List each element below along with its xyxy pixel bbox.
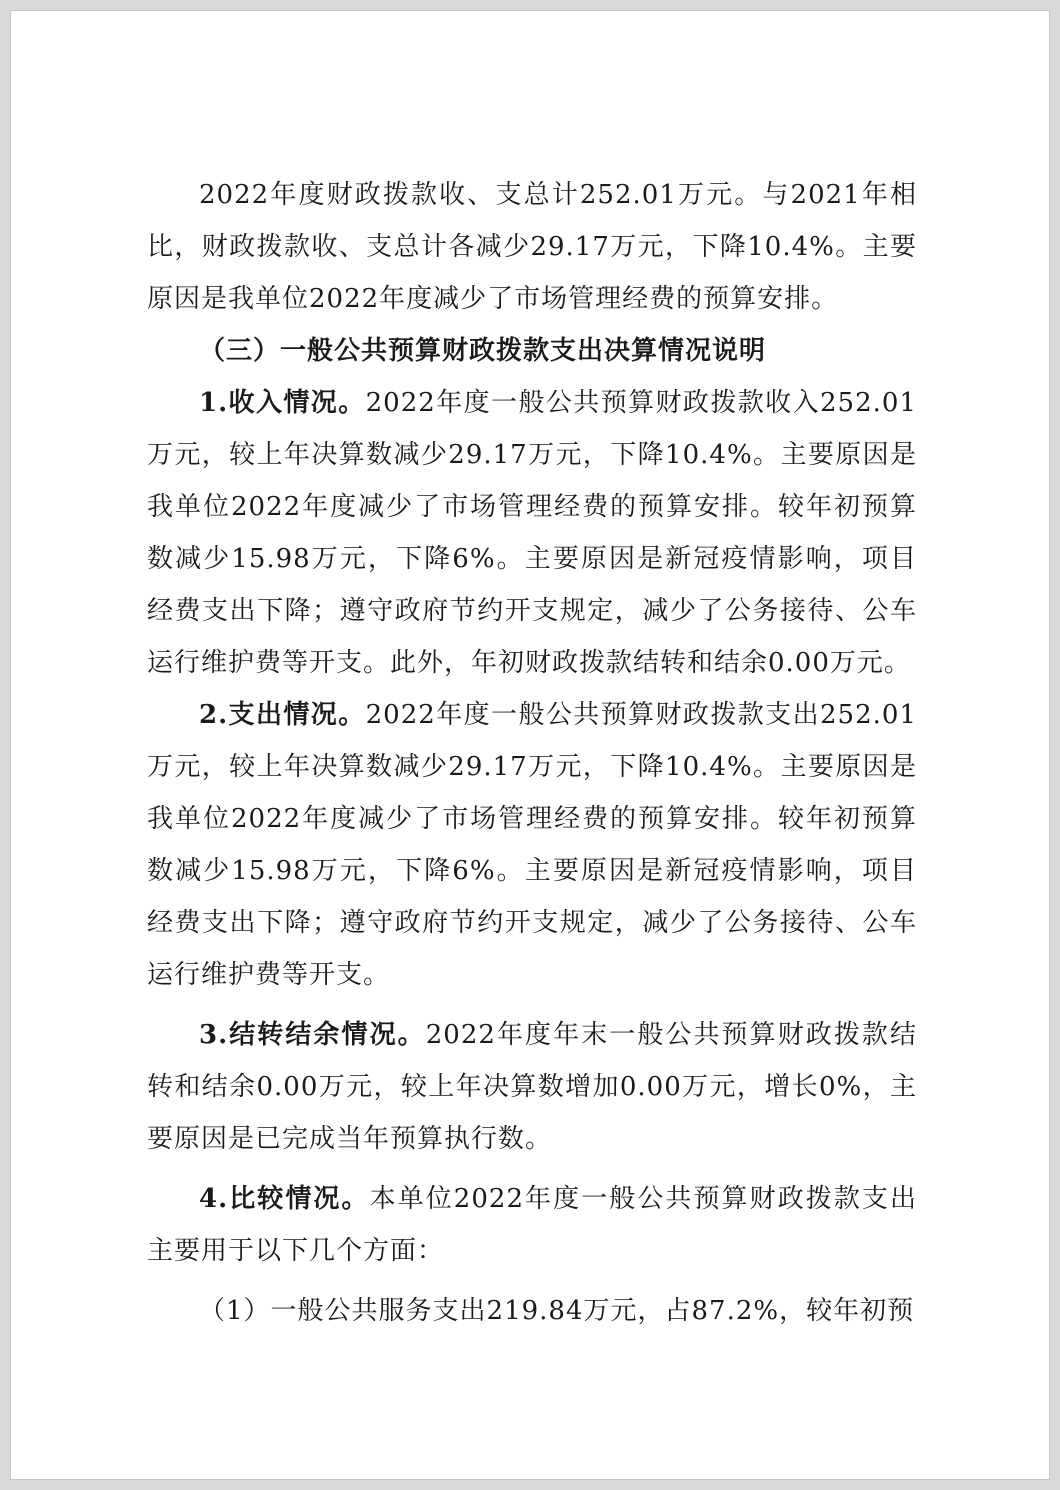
comparison-lead: 4.比较情况。 [199,1184,370,1214]
comparison-text: 本单位2022年度一般公共预算财政拨款支出主要用于以下几个方面： [147,1184,917,1266]
intro-paragraph: 2022年度财政拨款收、支总计252.01万元。与2021年相比，财政拨款收、支总计各减少29.17万元，下降10.4%。主要原因是我单位2022年度减少了市场管理经费的预算安排。 [147,180,917,314]
income-paragraph [147,377,917,689]
carryover-text: 2022年度年末一般公共预算财政拨款结转和结余0.00万元，较上年决算数增加0.00万元，增长0%，主要原因是已完成当年预算执行数。 [147,1020,917,1154]
document-page [10,10,1050,1480]
expenditure-paragraph [147,689,917,1001]
expenditure-lead: 2.支出情况。 [199,700,366,730]
income-lead: 1.收入情况。 [199,388,366,418]
expenditure-text: 2022年度一般公共预算财政拨款支出252.01万元，较上年决算数减少29.17万元，下降10.4%。主要原因是我单位2022年度减少了市场管理经费的预算安排。较年初预算数减少15.98万元，下降6%。主要原因是新冠疫情影响，项目经费支出下降；遵守政府节约开支规定，减少了公务接待、公车运行维护费等开支。 [147,700,917,990]
income-text: 2022年度一般公共预算财政拨款收入252.01万元，较上年决算数减少29.17万元，下降10.4%。主要原因是我单位2022年度减少了市场管理经费的预算安排。较年初预算数减少15.98万元，下降6%。主要原因是新冠疫情影响，项目经费支出下降；遵守政府节约开支规定，减少了公务接待、公车运行维护费等开支。此外，年初财政拨款结转和结余0.00万元。 [147,388,917,678]
carryover-paragraph [147,1009,917,1165]
general-services-line: （1）一般公共服务支出219.84万元，占87.2%，较年初预 [199,1296,915,1326]
comparison-paragraph [147,1173,917,1277]
document-body [147,169,917,1337]
carryover-lead: 3.结转结余情况。 [199,1020,426,1050]
section-heading: （三）一般公共预算财政拨款支出决算情况说明 [199,336,767,366]
